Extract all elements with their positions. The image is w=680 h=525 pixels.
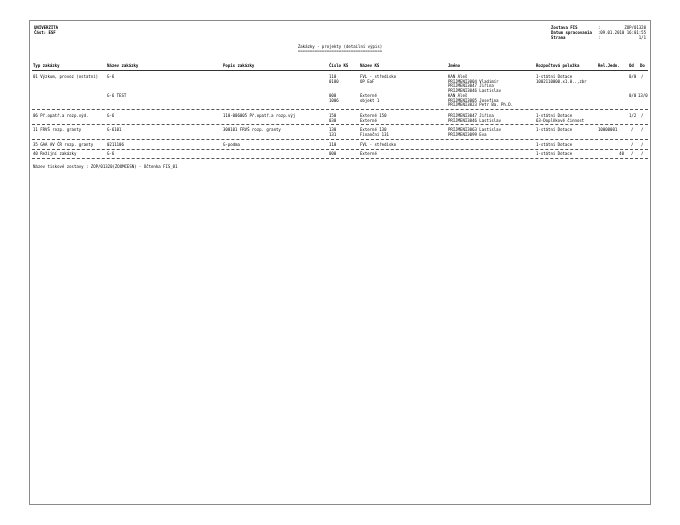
cell-nazev: G-6 TEST — [107, 93, 127, 98]
cell-popis: G-podma — [223, 142, 240, 147]
row-separator — [32, 124, 648, 125]
cell-jmeno: PRIJMENI3047 Jiřina PRIJMENI3046 Lastislav — [448, 113, 501, 123]
report-page — [29, 20, 651, 505]
cell-nazev: G-6101 — [107, 127, 122, 132]
report-title-underline: =================================== — [297, 48, 383, 53]
cell-nazev-ks: FVL - středisko OP EaF — [360, 74, 397, 84]
cell-typ: 06 Př.opatř.a rozp.výd. — [33, 113, 89, 118]
cell-nazev: G-6 — [107, 113, 115, 118]
col-rozp: Rozpočtová položka — [536, 63, 580, 68]
cell-do: / — [641, 113, 644, 118]
cell-nazev-ks: Externé 130 Finanční 131 — [360, 127, 389, 137]
strana-value: 1/1 — [638, 35, 646, 40]
cell-nazev-ks: FVL - středisko — [360, 142, 397, 147]
colon: : — [598, 25, 601, 30]
cell-rel: 40 — [619, 151, 624, 156]
datum-value: 09.01.2010 16:01:55 — [600, 30, 646, 35]
row-separator — [32, 109, 648, 110]
col-od: Od — [629, 63, 634, 68]
cell-jmeno: PRIJMENI3063 Lastislav PRIJMENI3099 Eva — [448, 127, 501, 137]
cell-typ: 01 Výzkum, provoz (ostatní) — [33, 74, 99, 79]
cell-rozp: 1-státní Dotace — [536, 151, 573, 156]
cell-nazev-ks: Externé 150 Externé — [360, 113, 387, 123]
cell-jmeno: KAN Aleš PRIJMENI3004 Vladimír PRIJMENI3047 Jiřina PRIJMENI3046 Lastislav — [448, 74, 501, 93]
cell-popis: 110-006005 Př.opatř.a rozp.výj — [223, 113, 296, 118]
cell-typ: 11 FRVŠ rozp. granty — [33, 127, 82, 132]
colon: : — [598, 30, 601, 35]
cell-od: 0/0 — [629, 74, 637, 79]
cell-nazev-ks: Externé — [360, 151, 377, 156]
org-name: UNIVERZITA — [34, 25, 59, 30]
col-cislo: Číslo KS — [329, 63, 349, 68]
cell-rozp: 1-státní Dotace — [536, 127, 573, 132]
report-title: Zakázky - projekty (detailní výpis) — [297, 44, 383, 49]
org-part: Část: ESF — [34, 30, 56, 35]
cell-do: / — [641, 74, 644, 79]
cell-do: / — [641, 142, 644, 147]
cell-do: 13/0 — [638, 93, 648, 98]
report-footer: Název tiskové zostavy : ZOP/01320(ZOOMCESN) - Účtenka FIS_01 — [33, 164, 178, 169]
cell-rozp: 1-státní Dotace 63-Doplňkové činnost — [536, 113, 585, 123]
zostava-value: ZOP/01320 — [624, 25, 646, 30]
cell-od: / — [631, 151, 634, 156]
zostava-label: Zostava FIS — [551, 25, 578, 30]
cell-cislo: 110 — [329, 142, 337, 147]
cell-cislo: 000 — [329, 151, 337, 156]
col-popis: Popis zakázky — [223, 63, 255, 68]
cell-rozp: 1-státní Dotace — [536, 142, 573, 147]
cell-nazev: G-6 — [107, 74, 115, 79]
cell-od: / — [631, 142, 634, 147]
row-separator — [32, 139, 648, 140]
colon: : — [598, 35, 601, 40]
datum-label: Datum spracovania — [551, 30, 592, 35]
strana-label: Strana — [551, 35, 566, 40]
cell-od: / — [631, 127, 634, 132]
cell-do: / — [641, 151, 644, 156]
row-separator — [32, 149, 648, 150]
cell-do: / — [641, 127, 644, 132]
cell-od: 0/0 — [629, 93, 637, 98]
cell-nazev: 0211106 — [107, 142, 124, 147]
cell-cislo: 130 131 — [329, 127, 337, 137]
cell-typ: 35 GAA AV ČR rozp. granty — [33, 142, 94, 147]
cell-nazev: G-6 — [107, 151, 115, 156]
cell-od: 1/2 — [629, 113, 637, 118]
row-separator — [32, 158, 648, 159]
cell-cislo: 110 0180 — [329, 74, 339, 84]
col-typ: Typ zakázky — [33, 63, 60, 68]
col-rel: Rel.Jedn. — [598, 63, 620, 68]
cell-typ: 40 Režijní zakázky — [33, 151, 77, 156]
cell-rozp: 1-státní Dotace 1002110000.x1.0..,zbr — [536, 74, 587, 84]
cell-cislo: 000 1006 — [329, 93, 339, 103]
header-rule — [32, 70, 648, 71]
cell-nazev-ks: Externé objekt 1 — [360, 93, 380, 103]
cell-rel: 10000001 — [598, 127, 618, 132]
col-nazev: Název zakázky — [107, 63, 139, 68]
col-nazev-ks: Název KS — [360, 63, 380, 68]
cell-cislo: 150 030 — [329, 113, 337, 123]
col-do: Do — [640, 63, 645, 68]
cell-popis: 300101 FRVŠ rozp. granty — [223, 127, 281, 132]
cell-jmeno: KAN Aleš PRIJMENI3005 Josefína PRIJMENI3023 Petr Ba. Ph.D. — [448, 93, 514, 107]
col-jmeno: Jméno — [448, 63, 461, 68]
